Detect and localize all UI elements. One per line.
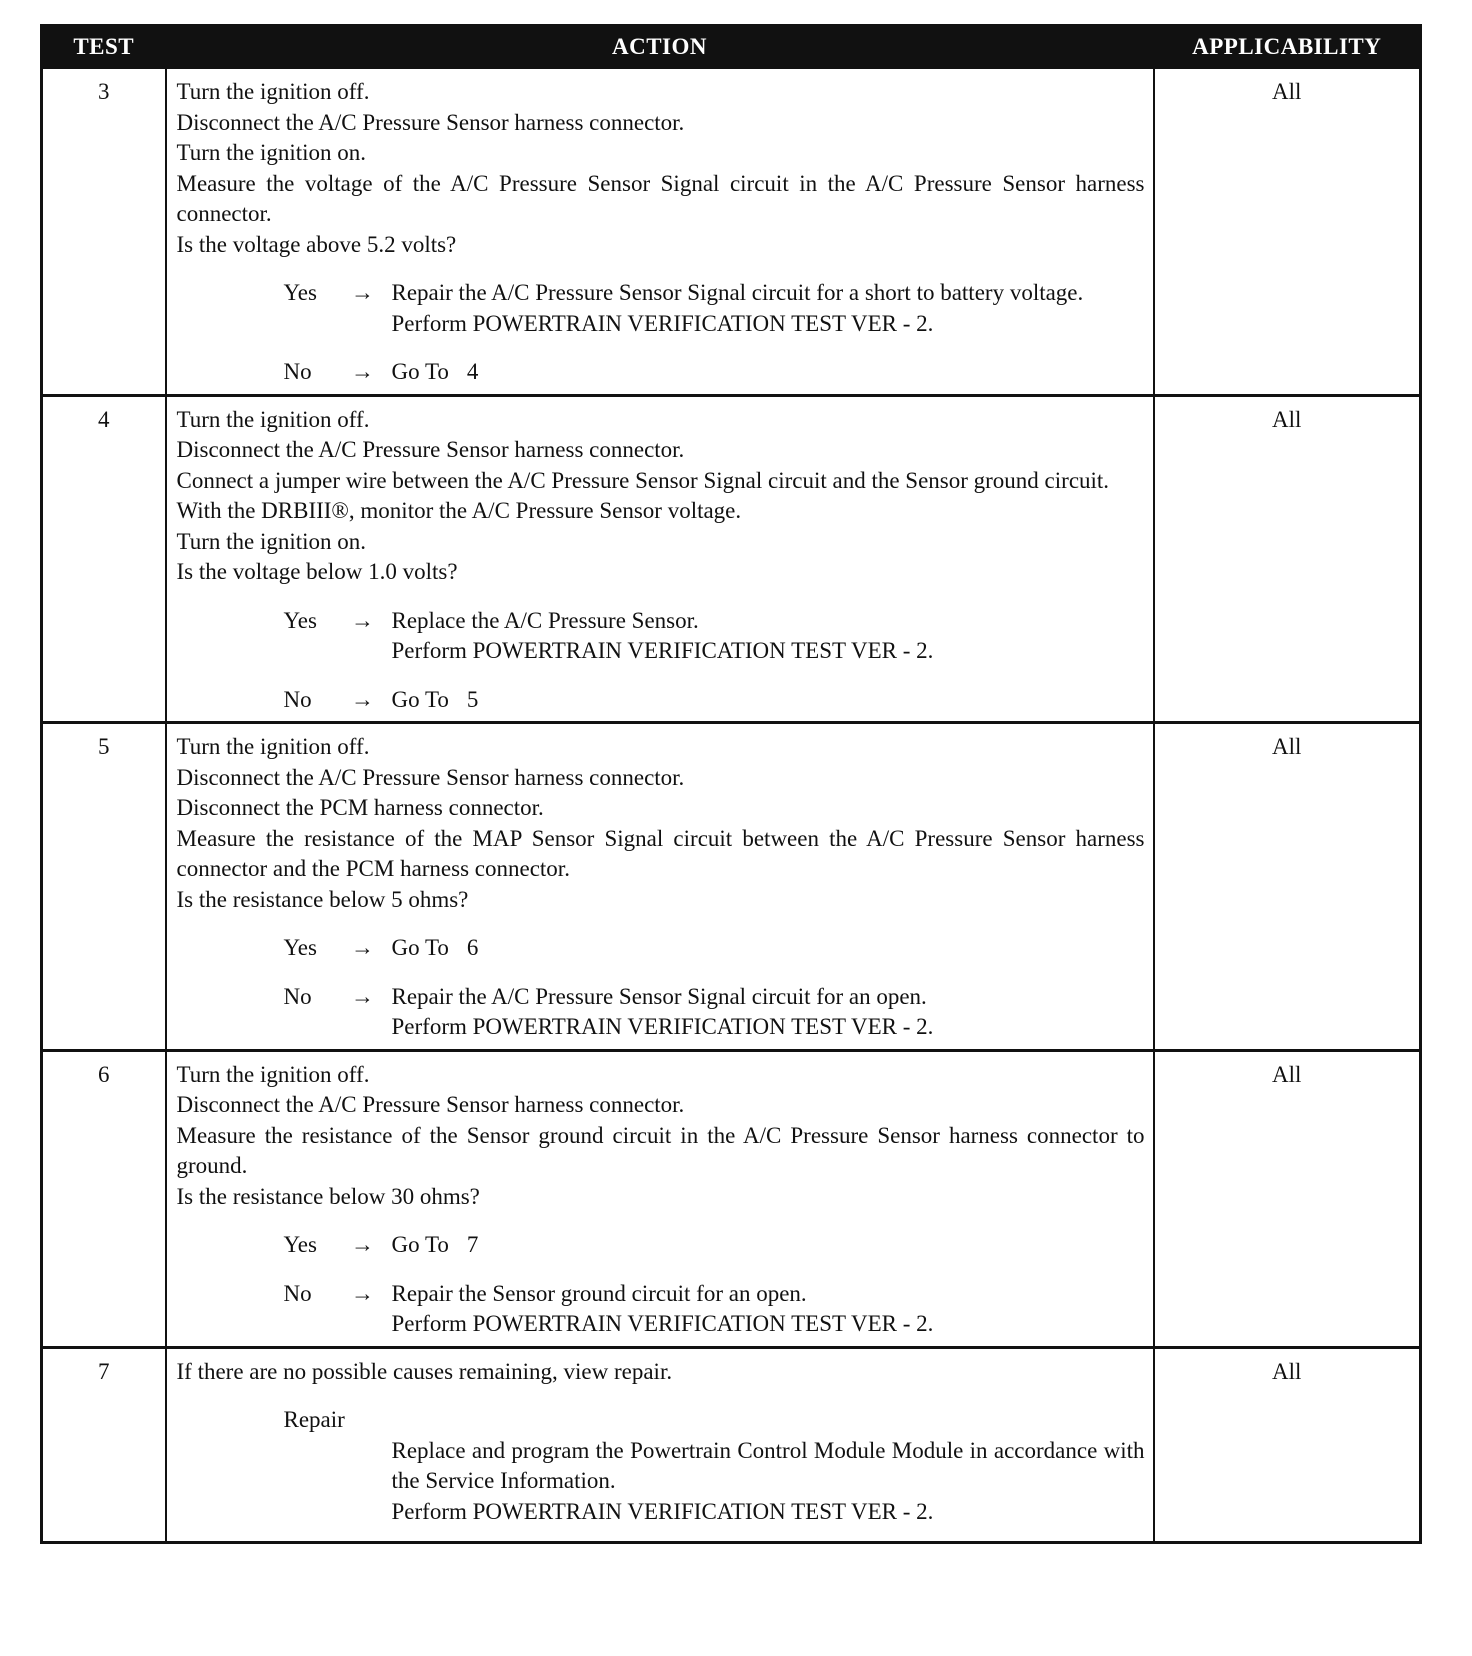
right-arrow-icon: → xyxy=(351,686,374,712)
step-text: Turn the ignition on. xyxy=(176,528,367,554)
goto-number: 4 xyxy=(466,359,479,384)
goto-number: 5 xyxy=(466,686,479,712)
right-arrow-icon: → xyxy=(351,1280,374,1306)
step-text: Turn the ignition off. xyxy=(176,406,370,432)
goto-link[interactable] xyxy=(392,933,1145,964)
goto-link[interactable] xyxy=(392,357,1145,388)
step-text: Disconnect the A/C Pressure Sensor harness connector. xyxy=(176,1092,685,1117)
applicability-value: All xyxy=(1154,1050,1421,1347)
header-action: ACTION xyxy=(166,26,1154,69)
step-text: With the DRBIII®, monitor the A/C Pressure Sensor voltage. xyxy=(176,498,742,523)
applicability-value: All xyxy=(1154,723,1421,1051)
yes-label: Yes xyxy=(283,607,317,633)
header-applicability: APPLICABILITY xyxy=(1154,26,1421,69)
goto-label: Go To xyxy=(391,359,449,384)
step-text: Connect a jumper wire between the A/C Pressure Sensor Signal circuit and the Sensor ground circuit. xyxy=(176,467,1110,493)
applicability-value: All xyxy=(1154,68,1421,395)
yes-label: Yes xyxy=(283,1232,317,1257)
table-row xyxy=(42,1050,1421,1347)
table-row xyxy=(42,68,1421,395)
step-text: Disconnect the A/C Pressure Sensor harness connector. xyxy=(176,109,685,135)
test-number: 4 xyxy=(42,395,166,723)
step-text: Disconnect the A/C Pressure Sensor harness connector. xyxy=(176,764,685,790)
goto-label: Go To xyxy=(391,686,449,712)
test-number: 5 xyxy=(42,723,166,1051)
diagnostic-test-table xyxy=(40,24,1422,1544)
result-line: Replace the A/C Pressure Sensor. xyxy=(391,607,699,633)
action-cell xyxy=(166,68,1154,395)
right-arrow-icon: → xyxy=(351,607,374,633)
right-arrow-icon: → xyxy=(351,280,374,305)
step-text: Turn the ignition off. xyxy=(176,79,370,104)
action-cell xyxy=(166,1347,1154,1543)
step-text: Turn the ignition off. xyxy=(176,734,370,759)
step-text: Disconnect the PCM harness connector. xyxy=(176,795,544,820)
test-number: 3 xyxy=(42,68,166,395)
yes-outcome xyxy=(284,606,1145,667)
yes-outcome xyxy=(284,278,1145,339)
header-row xyxy=(42,26,1421,69)
outcome-result xyxy=(392,1279,1145,1340)
result-line: Perform POWERTRAIN VERIFICATION TEST VER - 2. xyxy=(391,1311,934,1336)
no-label: No xyxy=(283,983,312,1009)
repair-label: Repair xyxy=(283,1407,345,1432)
step-question: Is the voltage below 1.0 volts? xyxy=(176,559,458,584)
step-question: Is the voltage above 5.2 volts? xyxy=(176,231,457,257)
yes-outcome xyxy=(284,933,1145,964)
goto-link[interactable] xyxy=(392,1230,1145,1261)
result-line: Perform POWERTRAIN VERIFICATION TEST VER - 2. xyxy=(391,1014,934,1039)
no-label: No xyxy=(283,686,312,712)
goto-label: Go To xyxy=(391,935,449,960)
test-number: 6 xyxy=(42,1050,166,1347)
action-cell xyxy=(166,723,1154,1051)
result-line: Perform POWERTRAIN VERIFICATION TEST VER - 2. xyxy=(391,310,934,336)
yes-outcome xyxy=(284,1230,1145,1261)
repair-instructions xyxy=(392,1436,1145,1528)
right-arrow-icon: → xyxy=(351,983,374,1009)
applicability-value: All xyxy=(1154,1347,1421,1543)
header-test: TEST xyxy=(42,26,166,69)
outcome-result xyxy=(392,982,1145,1043)
no-outcome xyxy=(284,982,1145,1043)
applicability-value: All xyxy=(1154,395,1421,723)
right-arrow-icon: → xyxy=(351,1232,374,1257)
table-row xyxy=(42,395,1421,723)
result-line: Repair the Sensor ground circuit for an open. xyxy=(391,1280,807,1306)
outcome-result xyxy=(392,278,1145,339)
step-text: Disconnect the A/C Pressure Sensor harness connector. xyxy=(176,437,685,462)
table-row xyxy=(42,723,1421,1051)
result-line: Repair the A/C Pressure Sensor Signal circuit for a short to battery voltage. xyxy=(391,280,1084,305)
step-text: Measure the voltage of the A/C Pressure Sensor Signal circuit in the A/C Pressure Sensor harness connector. xyxy=(176,170,1145,226)
step-text: Turn the ignition on. xyxy=(176,140,367,165)
outcome-result xyxy=(392,606,1145,667)
goto-number: 6 xyxy=(466,935,479,960)
table-body xyxy=(42,68,1421,1543)
test-number: 7 xyxy=(42,1347,166,1543)
right-arrow-icon: → xyxy=(351,935,374,960)
goto-label: Go To xyxy=(391,1232,449,1257)
step-question: Is the resistance below 5 ohms? xyxy=(176,886,469,912)
step-text: If there are no possible causes remaining, view repair. xyxy=(176,1358,673,1384)
step-text: Turn the ignition off. xyxy=(176,1061,370,1087)
no-outcome xyxy=(284,1279,1145,1340)
action-cell xyxy=(166,395,1154,723)
no-outcome xyxy=(284,357,1145,388)
goto-number: 7 xyxy=(466,1232,479,1257)
table-row xyxy=(42,1347,1421,1543)
table-header xyxy=(42,26,1421,69)
step-question: Is the resistance below 30 ohms? xyxy=(176,1183,480,1209)
no-label: No xyxy=(283,359,312,384)
right-arrow-icon: → xyxy=(351,359,374,384)
step-text: Measure the resistance of the MAP Sensor Signal circuit between the A/C Pressure Sensor harness connector and the PCM harness connector. xyxy=(176,825,1145,881)
repair-line: Replace and program the Powertrain Control Module Module in accordance with the Service Information. xyxy=(391,1437,1145,1493)
step-text: Measure the resistance of the Sensor ground circuit in the A/C Pressure Sensor harness connector to ground. xyxy=(176,1122,1145,1178)
repair-line: Perform POWERTRAIN VERIFICATION TEST VER - 2. xyxy=(391,1498,934,1524)
yes-label: Yes xyxy=(283,935,317,960)
yes-label: Yes xyxy=(283,280,317,305)
goto-link[interactable] xyxy=(392,685,1145,716)
no-label: No xyxy=(283,1280,312,1306)
action-cell xyxy=(166,1050,1154,1347)
result-line: Perform POWERTRAIN VERIFICATION TEST VER - 2. xyxy=(391,638,934,663)
no-outcome xyxy=(284,685,1145,716)
result-line: Repair the A/C Pressure Sensor Signal circuit for an open. xyxy=(391,983,927,1009)
